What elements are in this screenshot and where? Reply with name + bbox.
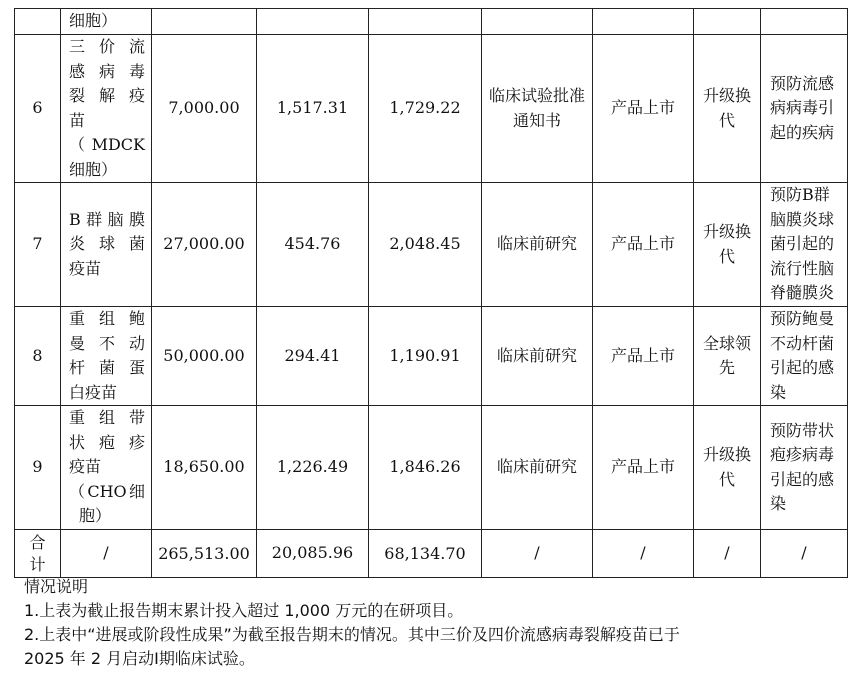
name-line: 白疫苗 — [69, 382, 118, 402]
name-line: 炎球菌 — [69, 234, 145, 254]
cell-progress: / — [482, 530, 593, 578]
cell-goal: / — [593, 530, 694, 578]
cell-indication: 预防带状疱疹病毒引起的感染 — [761, 406, 848, 530]
name-line: 疫苗 — [69, 457, 102, 477]
cell-period-investment: 1,517.31 — [257, 35, 369, 183]
cell-indication: / — [761, 530, 848, 578]
name-line: 三价流 — [69, 37, 145, 56]
cell-no — [15, 9, 61, 35]
rd-projects-table — [14, 8, 848, 578]
cell-total-investment: 27,000.00 — [152, 183, 257, 307]
cell-project-name — [61, 35, 152, 183]
name-line: 苗（MDCK — [69, 110, 145, 154]
cell-total-investment: 265,513.00 — [152, 530, 257, 578]
name-line: 杆菌蛋 — [69, 358, 145, 377]
cell-progress: 临床前研究 — [482, 307, 593, 406]
cell-progress: 临床前研究 — [482, 183, 593, 307]
name-line: 胞） — [79, 506, 112, 526]
name-line: 疫苗 — [69, 258, 102, 278]
cell-project-name — [61, 406, 152, 530]
name-line: 细胞） — [69, 159, 118, 179]
notes-heading: 情况说明 — [24, 577, 89, 596]
cell-tech-level: 升级换代 — [694, 183, 761, 307]
cell-goal: 产品上市 — [593, 307, 694, 406]
cell-cumulative-investment: 1,190.91 — [369, 307, 482, 406]
cell-tech-level: / — [694, 530, 761, 578]
notes-section — [24, 575, 680, 671]
table-row — [15, 183, 848, 307]
cell-no: 7 — [15, 183, 61, 307]
name-line: 重组带 — [69, 408, 145, 428]
cell-goal: 产品上市 — [593, 35, 694, 183]
name-line: 曼不动 — [69, 333, 145, 353]
cell-indication: 预防流感病病毒引起的疾病 — [761, 35, 848, 183]
table-row-total — [15, 530, 848, 578]
note-line: 2.上表中“进展或阶段性成果”为截至报告期末的情况。其中三价及四价流感病毒裂解疫苗已于 — [24, 625, 680, 644]
cell-cumulative-investment: 68,134.70 — [369, 530, 482, 578]
cell-name-fragment: 细胞） — [61, 9, 152, 35]
cell-cumulative-investment: 1,729.22 — [369, 35, 482, 183]
cell-project-name — [61, 307, 152, 406]
cell-indication: 预防B群脑膜炎球菌引起的流行性脑脊髓膜炎 — [761, 183, 848, 307]
cell-project-name — [61, 183, 152, 307]
name-line: 状疱疹 — [69, 432, 145, 452]
cell-total-investment: 18,650.00 — [152, 406, 257, 530]
cell-goal: 产品上市 — [593, 406, 694, 530]
note-line: 1.上表为截止报告期末累计投入超过 1,000 万元的在研项目。 — [24, 601, 464, 620]
cell-cumulative-investment: 2,048.45 — [369, 183, 482, 307]
cell-no: 9 — [15, 406, 61, 530]
cell-progress: 临床前研究 — [482, 406, 593, 530]
cell-goal: 产品上市 — [593, 183, 694, 307]
cell-progress: 临床试验批准通知书 — [482, 35, 593, 183]
cell-cumulative-investment: 1,846.26 — [369, 406, 482, 530]
cell-period-investment: 294.41 — [257, 307, 369, 406]
cell-total-label: 合计 — [15, 530, 61, 578]
table-row — [15, 35, 848, 183]
name-line: B群脑膜 — [69, 209, 145, 229]
cell-no: 8 — [15, 307, 61, 406]
cell-total-investment: 50,000.00 — [152, 307, 257, 406]
cell-tech-level: 升级换代 — [694, 406, 761, 530]
cell-period-investment: 20,085.96 — [257, 530, 369, 578]
name-line: （CHO细 — [69, 481, 145, 501]
cell-no: 6 — [15, 35, 61, 183]
table-row — [15, 406, 848, 530]
cell-tech-level: 升级换代 — [694, 35, 761, 183]
table-row-fragment — [15, 9, 848, 35]
table-row — [15, 307, 848, 406]
cell-tech-level: 全球领先 — [694, 307, 761, 406]
cell-name: / — [61, 530, 152, 578]
name-line: 裂解疫 — [69, 86, 145, 105]
cell-period-investment: 454.76 — [257, 183, 369, 307]
cell-indication: 预防鲍曼不动杆菌引起的感染 — [761, 307, 848, 406]
name-line: 感病毒 — [69, 61, 145, 81]
cell-total-investment: 7,000.00 — [152, 35, 257, 183]
note-line: 2025 年 2 月启动Ⅰ期临床试验。 — [24, 649, 255, 668]
cell-period-investment: 1,226.49 — [257, 406, 369, 530]
name-line: 重组鲍 — [69, 309, 145, 328]
